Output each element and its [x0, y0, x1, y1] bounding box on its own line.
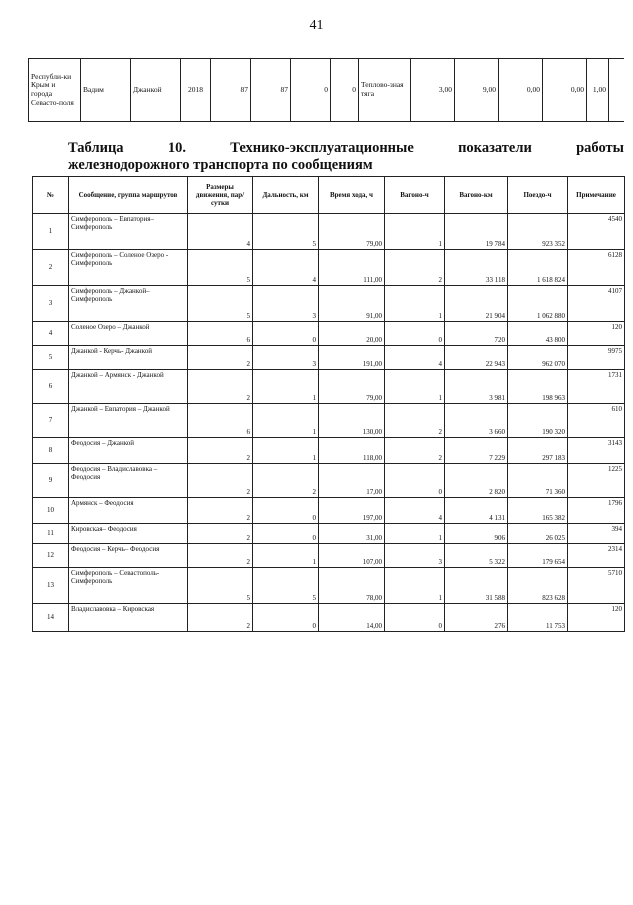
wagon-hours-cell: 2	[385, 404, 445, 438]
value-cell: 0,00	[543, 59, 587, 122]
size-cell: 5	[188, 286, 253, 322]
time-cell: 91,00	[319, 286, 385, 322]
note-cell: 3143	[568, 438, 625, 464]
distance-cell: 3	[253, 286, 319, 322]
size-cell: 2	[188, 524, 253, 544]
distance-cell: 1	[253, 544, 319, 568]
continuation-table	[28, 58, 624, 122]
value-cell: 0	[331, 59, 359, 122]
time-cell: 31,00	[319, 524, 385, 544]
wagon-km-cell: 19 784	[445, 214, 508, 250]
note-cell: 1796	[568, 498, 625, 524]
size-cell: 6	[188, 322, 253, 346]
table-row	[33, 286, 625, 322]
time-cell: 79,00	[319, 370, 385, 404]
table-title	[68, 140, 624, 174]
table-row	[33, 544, 625, 568]
train-hours-cell: 198 963	[508, 370, 568, 404]
row-number: 4	[33, 322, 69, 346]
table-row	[33, 438, 625, 464]
route-cell: Феодосия – Джанкой	[69, 438, 188, 464]
wagon-km-cell: 22 943	[445, 346, 508, 370]
value-cell: 9,00	[455, 59, 499, 122]
wagon-hours-cell: 1	[385, 286, 445, 322]
distance-cell: 2	[253, 464, 319, 498]
wagon-km-cell: 2 820	[445, 464, 508, 498]
note-cell: 1225	[568, 464, 625, 498]
row-number: 8	[33, 438, 69, 464]
distance-cell: 0	[253, 498, 319, 524]
note-cell: 610	[568, 404, 625, 438]
distance-cell: 0	[253, 524, 319, 544]
train-hours-cell: 923 352	[508, 214, 568, 250]
route-cell: Соленое Озеро – Джанкой	[69, 322, 188, 346]
col-header-num: №	[33, 177, 69, 214]
col-header-time: Время хода, ч	[319, 177, 385, 214]
wagon-hours-cell: 2	[385, 438, 445, 464]
row-number: 9	[33, 464, 69, 498]
continuation-row	[29, 59, 625, 122]
train-hours-cell: 26 025	[508, 524, 568, 544]
note-cell: 5710	[568, 568, 625, 604]
time-cell: 111,00	[319, 250, 385, 286]
route-cell: Армянск – Феодосия	[69, 498, 188, 524]
col-header-note: Примечание	[568, 177, 625, 214]
title-word: работы	[576, 140, 624, 156]
train-hours-cell: 43 800	[508, 322, 568, 346]
wagon-hours-cell: 4	[385, 498, 445, 524]
col-header-train-hours: Поездо-ч	[508, 177, 568, 214]
wagon-hours-cell: 2	[385, 250, 445, 286]
value-cell: 0	[291, 59, 331, 122]
wagon-hours-cell: 3	[385, 544, 445, 568]
title-word: Технико-эксплуатационные	[230, 140, 414, 156]
title-word: Таблица	[68, 140, 124, 156]
row-number: 13	[33, 568, 69, 604]
wagon-hours-cell: 1	[385, 214, 445, 250]
time-cell: 118,00	[319, 438, 385, 464]
size-cell: 2	[188, 464, 253, 498]
route-cell: Симферополь – Соленое Озеро - Симферополь	[69, 250, 188, 286]
wagon-km-cell: 5 322	[445, 544, 508, 568]
row-number: 12	[33, 544, 69, 568]
route-cell: Феодосия – Керчь– Феодосия	[69, 544, 188, 568]
note-cell: 120	[568, 604, 625, 632]
distance-cell: 1	[253, 404, 319, 438]
train-hours-cell: 11 753	[508, 604, 568, 632]
table-row	[33, 346, 625, 370]
train-hours-cell: 165 382	[508, 498, 568, 524]
train-hours-cell: 823 628	[508, 568, 568, 604]
distance-cell: 1	[253, 370, 319, 404]
wagon-hours-cell: 4	[385, 346, 445, 370]
col-header-route: Сообщение, группа маршрутов	[69, 177, 188, 214]
time-cell: 20,00	[319, 322, 385, 346]
station-cell: Джанкой	[131, 59, 181, 122]
note-cell: 2314	[568, 544, 625, 568]
wagon-hours-cell: 0	[385, 464, 445, 498]
distance-cell: 0	[253, 604, 319, 632]
table-row	[33, 464, 625, 498]
wagon-km-cell: 3 660	[445, 404, 508, 438]
train-hours-cell: 962 070	[508, 346, 568, 370]
route-cell: Джанкой - Керчь- Джанкой	[69, 346, 188, 370]
row-number: 6	[33, 370, 69, 404]
table-row	[33, 214, 625, 250]
size-cell: 2	[188, 346, 253, 370]
wagon-km-cell: 21 904	[445, 286, 508, 322]
value-cell: 1,00	[587, 59, 609, 122]
train-hours-cell: 297 183	[508, 438, 568, 464]
time-cell: 130,00	[319, 404, 385, 438]
distance-cell: 1	[253, 438, 319, 464]
col-header-wagon-hours: Вагоно-ч	[385, 177, 445, 214]
table-row	[33, 604, 625, 632]
page-number: 41	[309, 18, 324, 33]
size-cell: 2	[188, 370, 253, 404]
route-cell: Феодосия – Владиславовка – Феодосия	[69, 464, 188, 498]
route-cell: Джанкой – Армянск - Джанкой	[69, 370, 188, 404]
wagon-hours-cell: 0	[385, 322, 445, 346]
route-cell: Симферополь – Севастополь- Симферополь	[69, 568, 188, 604]
traction-cell: Теплово-зная тяга	[359, 59, 411, 122]
route-cell: Владиславовка – Кировская	[69, 604, 188, 632]
note-cell: 4107	[568, 286, 625, 322]
train-hours-cell: 179 654	[508, 544, 568, 568]
size-cell: 2	[188, 438, 253, 464]
row-number: 7	[33, 404, 69, 438]
table-row	[33, 250, 625, 286]
col-header-wagon-km: Вагоно-км	[445, 177, 508, 214]
note-cell: 394	[568, 524, 625, 544]
time-cell: 17,00	[319, 464, 385, 498]
distance-cell: 0	[253, 322, 319, 346]
time-cell: 191,00	[319, 346, 385, 370]
time-cell: 79,00	[319, 214, 385, 250]
wagon-hours-cell: 0	[385, 604, 445, 632]
table-row	[33, 524, 625, 544]
route-cell: Симферополь – Джанкой– Симферополь	[69, 286, 188, 322]
row-number: 3	[33, 286, 69, 322]
train-hours-cell: 1 618 824	[508, 250, 568, 286]
wagon-km-cell: 3 981	[445, 370, 508, 404]
time-cell: 197,00	[319, 498, 385, 524]
note-cell: 9975	[568, 346, 625, 370]
row-number: 2	[33, 250, 69, 286]
metrics-table	[32, 176, 625, 632]
time-cell: 78,00	[319, 568, 385, 604]
value-cell: 3,00	[411, 59, 455, 122]
train-hours-cell: 190 320	[508, 404, 568, 438]
operator-cell: Вадим	[81, 59, 131, 122]
row-number: 11	[33, 524, 69, 544]
wagon-hours-cell: 1	[385, 370, 445, 404]
row-number: 10	[33, 498, 69, 524]
note-cell: 4540	[568, 214, 625, 250]
table-row	[33, 322, 625, 346]
size-cell: 2	[188, 544, 253, 568]
note-cell: 1731	[568, 370, 625, 404]
title-line-2: железнодорожного транспорта по сообщениям	[68, 157, 373, 173]
row-number: 5	[33, 346, 69, 370]
title-word: показатели	[458, 140, 532, 156]
size-cell: 6	[188, 404, 253, 438]
distance-cell: 3	[253, 346, 319, 370]
wagon-km-cell: 720	[445, 322, 508, 346]
distance-cell: 5	[253, 568, 319, 604]
table-row	[33, 404, 625, 438]
wagon-km-cell: 31 588	[445, 568, 508, 604]
wagon-km-cell: 33 118	[445, 250, 508, 286]
note-cell: 6128	[568, 250, 625, 286]
title-word: 10.	[167, 140, 186, 156]
row-number: 14	[33, 604, 69, 632]
value-cell: 0,00	[499, 59, 543, 122]
wagon-km-cell: 4 131	[445, 498, 508, 524]
table-row	[33, 498, 625, 524]
route-cell: Симферополь – Евпатория– Симферополь	[69, 214, 188, 250]
title-line-1	[68, 140, 624, 157]
row-number: 1	[33, 214, 69, 250]
route-cell: Джанкой – Евпатория – Джанкой	[69, 404, 188, 438]
size-cell: 4	[188, 214, 253, 250]
note-cell: 120	[568, 322, 625, 346]
empty-cell	[609, 59, 625, 122]
header-row	[33, 177, 625, 214]
time-cell: 14,00	[319, 604, 385, 632]
time-cell: 107,00	[319, 544, 385, 568]
wagon-km-cell: 906	[445, 524, 508, 544]
wagon-km-cell: 7 229	[445, 438, 508, 464]
wagon-hours-cell: 1	[385, 568, 445, 604]
wagon-km-cell: 276	[445, 604, 508, 632]
value-cell: 87	[251, 59, 291, 122]
col-header-distance: Дальность, км	[253, 177, 319, 214]
wagon-hours-cell: 1	[385, 524, 445, 544]
table-row	[33, 370, 625, 404]
route-cell: Кировская– Феодосия	[69, 524, 188, 544]
train-hours-cell: 71 360	[508, 464, 568, 498]
col-header-size: Размеры движения, пар/сутки	[188, 177, 253, 214]
distance-cell: 4	[253, 250, 319, 286]
year-cell: 2018	[181, 59, 211, 122]
train-hours-cell: 1 062 880	[508, 286, 568, 322]
value-cell: 87	[211, 59, 251, 122]
size-cell: 2	[188, 498, 253, 524]
region-cell: Республи-ки Крым и города Севасто-поля	[29, 59, 81, 122]
size-cell: 2	[188, 604, 253, 632]
distance-cell: 5	[253, 214, 319, 250]
size-cell: 5	[188, 250, 253, 286]
table-row	[33, 568, 625, 604]
size-cell: 5	[188, 568, 253, 604]
